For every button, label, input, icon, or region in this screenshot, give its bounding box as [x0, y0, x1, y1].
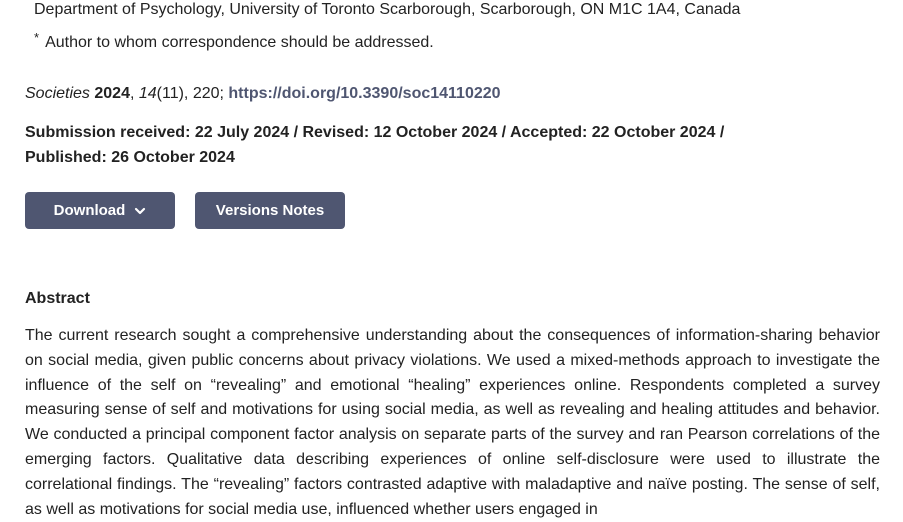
author-affiliation: Department of Psychology, University of Toronto Scarborough, Scarborough, ON M1C 1A4, Canada	[34, 1, 741, 18]
publication-dates: Submission received: 22 July 2024 / Revised: 12 October 2024 / Accepted: 22 October 2024 / Published: 26 October 2024	[25, 124, 725, 166]
abstract-heading: Abstract	[25, 290, 90, 307]
correspondence-note	[34, 28, 434, 53]
versions-notes-button[interactable]	[195, 192, 345, 229]
download-button-label: Download	[53, 202, 126, 219]
versions-notes-button-label: Versions Notes	[215, 202, 325, 219]
citation-issue-page: (11), 220;	[156, 85, 224, 102]
correspondence-marker: *	[34, 30, 40, 45]
doi-link[interactable]: https://doi.org/10.3390/soc14110220	[228, 85, 501, 102]
citation-year: 2024	[94, 85, 130, 102]
abstract-body: The current research sought a comprehensive understanding about the consequences of information-sharing behavior on social media, given public concerns about privacy violations. We used a mixed-methods approach to investigate the influence of the self on “revealing” and emotional “healing” experiences online. Respondents completed a survey measuring sense of self and motivations for using social media, as well as revealing and healing attitudes and behavior. We conducted a principal component factor analysis on separate parts of the survey and ran Pearson correlations of the emerging factors. Qualitative data describing experiences of online self-disclosure were used to illustrate the correlational findings. The “revealing” factors contrasted adaptive with maladaptive and naïve posting. The sense of self, as well as motivations for social media use, influenced whether users engaged in	[25, 327, 880, 518]
journal-name: Societies	[25, 85, 90, 102]
citation-line: Societies 2024, 14(11), 220; https://doi.org/10.3390/soc14110220	[25, 85, 501, 102]
chevron-down-icon	[134, 205, 146, 217]
citation-volume: 14	[138, 85, 157, 102]
correspondence-text: Author to whom correspondence should be addressed.	[45, 34, 434, 51]
download-button[interactable]	[25, 192, 175, 229]
